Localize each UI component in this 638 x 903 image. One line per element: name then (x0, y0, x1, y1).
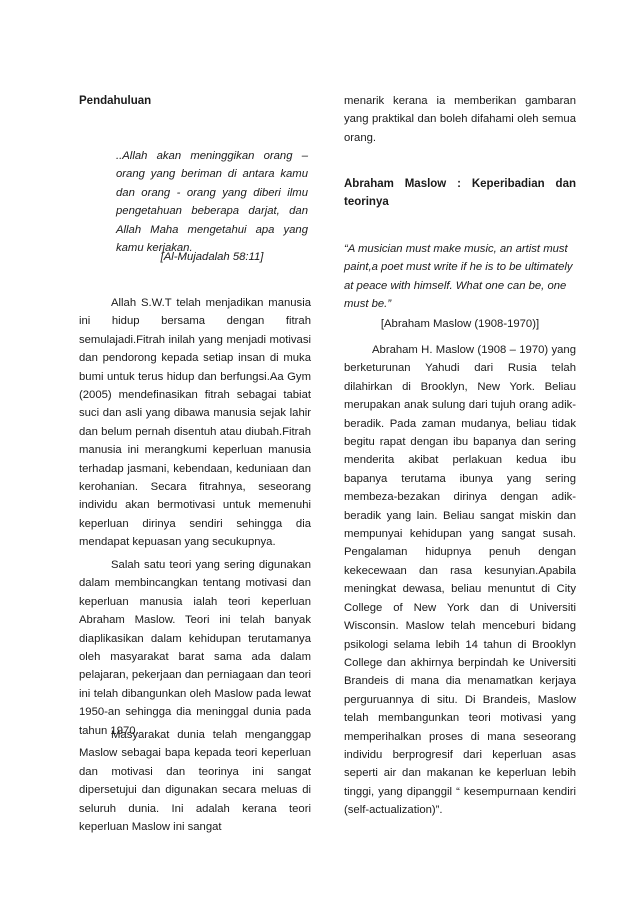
section-heading-introduction: Pendahuluan (79, 95, 152, 107)
quran-quote: ..Allah akan meninggikan orang – orang yang beriman di antara kamu dan orang - orang yang diberi ilmu pengetahuan beberapa darjat, dan Allah Maha mengetahui apa yang kamu kerjakan. (116, 150, 308, 255)
paragraph-fitrah: Allah S.W.T telah menjadikan manusia ini hidup bersama dengan fitrah semulajadi.Fitrah inilah yang menjadi motivasi dan pendorong kepada setiap insan di muka bumi untuk terus hidup dan berfungsi.Aa Gym (2005) mendefinasikan fitrah sebagai tabiat suci dan asli yang dibawa manusia sejak lahir dan belum pernah disentuh atau diubah.Fitrah manusia ini merangkumi keperluan manusia terhadap jasmani, kebendaan, keduniaan dan kerohanian. Secara fitrahnya, seseorang individu akan bermotivasi untuk memenuhi keperluan dirinya sendiri sehingga dia mendapat kepuasan yang secukupnya. (79, 297, 311, 549)
maslow-quote: “A musician must make music, an artist must paint,a poet must write if he is to be ultimately at peace with himself. What one can be, one must be.” (344, 243, 573, 311)
maslow-quote-citation: [Abraham Maslow (1908-1970)] (380, 318, 540, 330)
quran-quote-citation: [Al-Mujadalah 58:11] (160, 251, 264, 263)
section-heading-maslow: Abraham Maslow : Keperibadian dan teorinya (344, 178, 576, 209)
paragraph-continuation: menarik kerana ia memberikan gambaran yang praktikal dan boleh difahami oleh semua orang. (344, 95, 576, 144)
paragraph-maslow-father: Masyarakat dunia telah menganggap Maslow sebagai bapa kepada teori keperluan dan motivasi dan teorinya ini sangat dipersetujui dan digunakan secara meluas di seluruh dunia. Ini adalah kerana teori keperluan Maslow ini sangat (79, 729, 311, 834)
paragraph-maslow-biography: Abraham H. Maslow (1908 – 1970) yang berketurunan Yahudi dari Rusia telah dilahirkan di Brooklyn, New York. Beliau merupakan anak sulung dari tujuh orang adik-beradik. Pada zaman mudanya, beliau tidak begitu rapat dengan ibu bapanya dan sering menderita akibat perlakuan kedua ibu bapanya terutama ibunya yang sering membeza-bezakan dirinya dengan adik-beradik yang lain. Beliau sangat miskin dan mempunyai kehidupan yang sangat susah. Pengalaman hidupnya penuh dengan kekecewaan dan rasa kesunyian.Apabila meningkat dewasa, beliau menuntut di City College of New York dan di Universiti Wisconsin. Maslow telah menceburi bidang psikologi selama lebih 14 tahun di Brooklyn College dan akhirnya berpindah ke Universiti Brandeis di mana dia menamatkan kerjaya perguruannya di situ. Di Brandeis, Maslow telah membangunkan teori motivasi yang memperihalkan proses di mana seseorang individu berprogresif dari keperluan asas seperti air dan makanan ke keperluan lebih tinggi, yang dipanggil “ kesempurnaan kendiri (self-actualization)”. (344, 344, 576, 817)
paragraph-maslow-theory: Salah satu teori yang sering digunakan dalam membincangkan tentang motivasi dan keperluan manusia ialah teori keperluan Abraham Maslow. Teori ini telah banyak diaplikasikan dalam kehidupan terutamanya oleh masyarakat barat sama ada dalam pelajaran, pekerjaan dan perniagaan dan teori ini telah dibangunkan oleh Maslow pada lewat 1950-an sehingga dia meninggal dunia pada tahun 1970. (79, 559, 311, 737)
